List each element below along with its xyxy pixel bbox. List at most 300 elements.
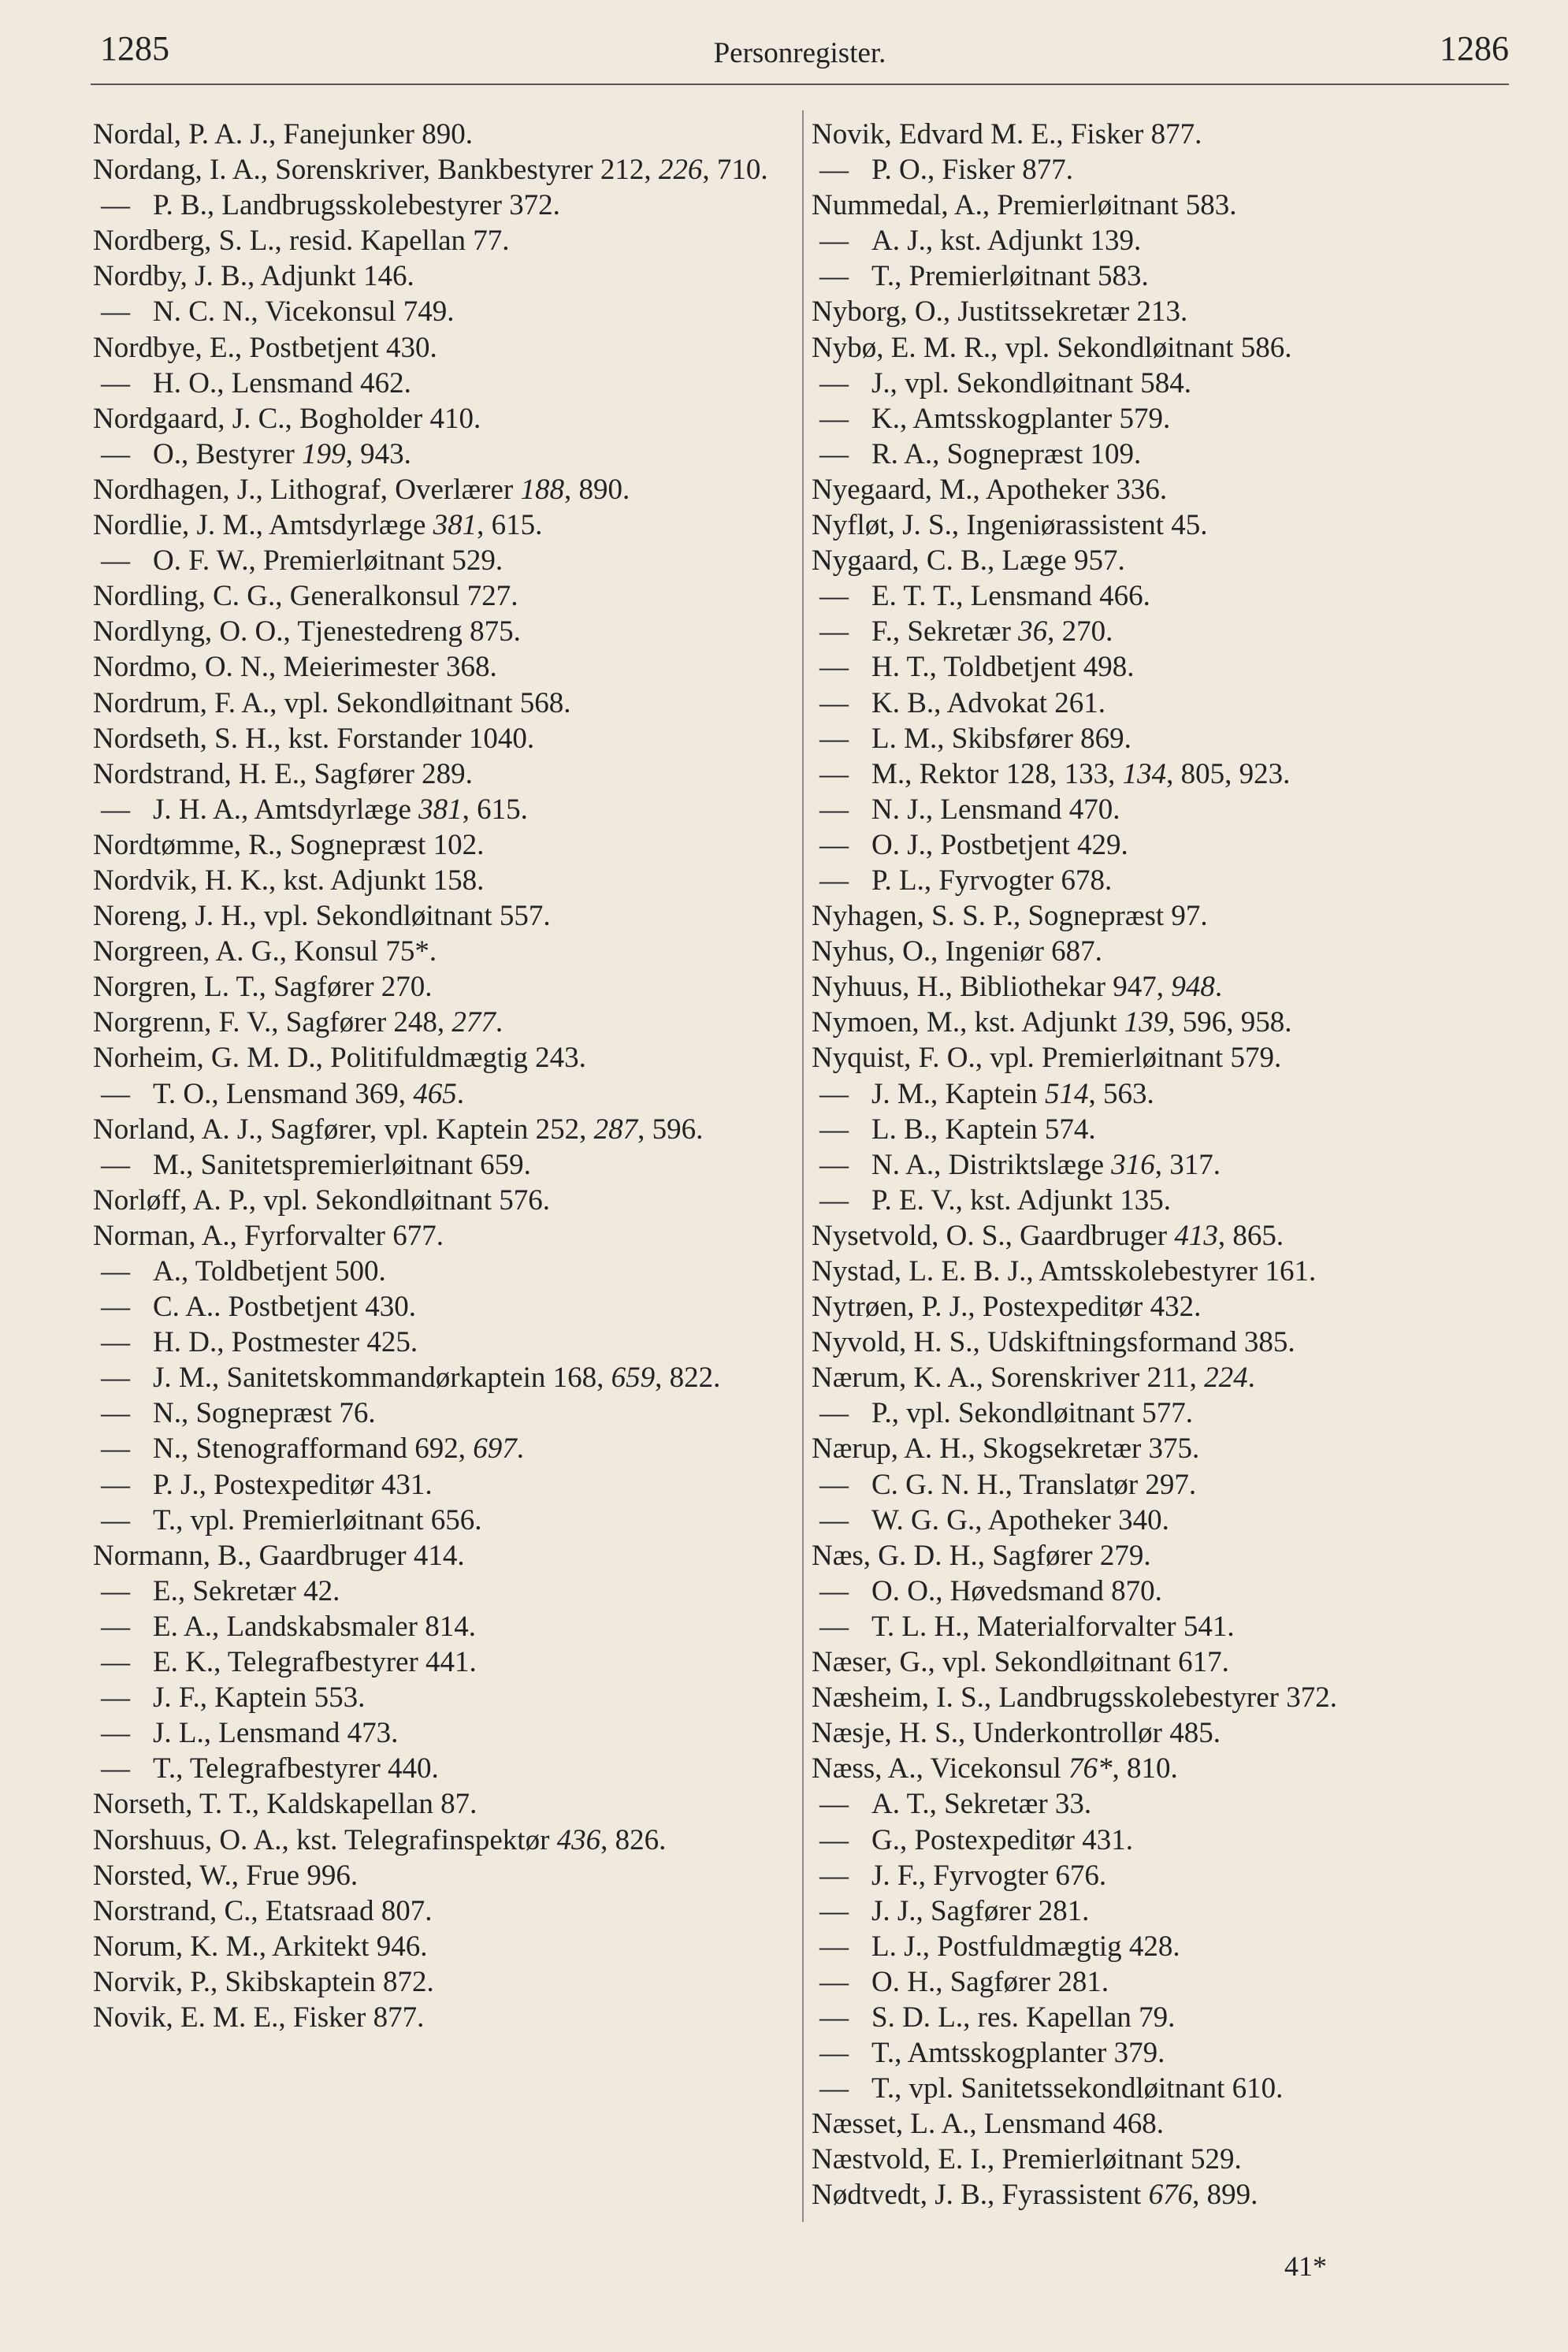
entry-text: Norsted, W., Frue 996. <box>93 1859 359 1892</box>
italic-page-ref: 316 <box>1111 1148 1155 1181</box>
entry-text: Næs, G. D. H., Sagfører 279. <box>812 1539 1151 1572</box>
entry-text: , 890. <box>564 473 630 506</box>
ditto-dash <box>812 649 871 685</box>
italic-page-ref: 659 <box>611 1362 656 1395</box>
register-entry <box>93 1644 786 1680</box>
register-entry <box>93 117 786 152</box>
entry-text: H. D., Postmester 425. <box>153 1326 418 1359</box>
entry-text: Nummedal, A., Premierløitnant 583. <box>812 189 1237 222</box>
entry-text: N., Stenografformand 692, <box>153 1432 474 1466</box>
entry-text: , 710. <box>702 154 768 187</box>
entry-text: , 317. <box>1154 1148 1221 1181</box>
entry-text: Norland, A. J., Sagfører, vpl. Kaptein 252, <box>93 1113 594 1146</box>
entry-text: Nordal, P. A. J., Fanejunker 890. <box>93 118 473 150</box>
entry-text: M., Sanitetspremierløitnant 659. <box>153 1148 531 1181</box>
register-entry <box>93 1467 786 1503</box>
entry-text: F., Sekretær <box>871 615 1019 648</box>
ditto-dash <box>93 1325 153 1360</box>
ditto-dash <box>93 543 153 578</box>
register-entry <box>812 1574 1505 1609</box>
register-entry <box>812 2035 1505 2071</box>
entry-text: J., vpl. Sekondløitnant 584. <box>871 366 1191 399</box>
register-entry <box>93 934 786 969</box>
entry-text: J. F., Fyrvogter 676. <box>871 1859 1107 1892</box>
ditto-dash <box>812 863 871 898</box>
entry-text: Nysetvold, O. S., Gaardbruger <box>812 1219 1175 1252</box>
register-entry <box>812 1858 1505 1893</box>
entry-text: Norseth, T. T., Kaldskapellan 87. <box>93 1788 477 1821</box>
register-entry <box>812 2071 1505 2106</box>
register-entry <box>93 969 786 1005</box>
entry-text: M., Rektor 128, 133, <box>871 757 1123 790</box>
entry-text: Nybø, E. M. R., vpl. Sekondløitnant 586. <box>812 331 1292 364</box>
entry-text: O. J., Postbetjent 429. <box>871 828 1128 861</box>
entry-text: K., Amtsskogplanter 579. <box>871 402 1171 435</box>
register-entry <box>93 1325 786 1360</box>
ditto-dash <box>93 1360 153 1395</box>
entry-text: T., vpl. Premierløitnant 656. <box>153 1503 482 1536</box>
page-number-left: 1285 <box>100 29 169 68</box>
register-entry <box>93 1147 786 1183</box>
entry-text: A. T., Sekretær 33. <box>871 1788 1092 1821</box>
entry-text: Nyquist, F. O., vpl. Premierløitnant 579. <box>812 1042 1282 1075</box>
ditto-dash <box>93 1289 153 1325</box>
register-entry <box>812 898 1505 934</box>
entry-text: O. O., Høvedsmand 870. <box>871 1574 1162 1607</box>
entry-text: O., Bestyrer <box>153 437 303 470</box>
entry-text: , 563. <box>1088 1077 1154 1110</box>
register-entry <box>812 969 1505 1005</box>
entry-text: P. J., Postexpeditør 431. <box>153 1468 433 1501</box>
register-entry <box>93 188 786 223</box>
register-entry <box>812 1289 1505 1325</box>
register-entry <box>93 1609 786 1644</box>
entry-text: L. B., Kaptein 574. <box>871 1113 1096 1146</box>
entry-text: Nystad, L. E. B. J., Amtsskolebestyrer 161. <box>812 1255 1317 1287</box>
entry-text: Nordstrand, H. E., Sagfører 289. <box>93 757 473 790</box>
ditto-dash <box>812 152 871 188</box>
ditto-dash <box>812 1147 871 1183</box>
entry-text: J. L., Lensmand 473. <box>153 1717 399 1750</box>
register-entry <box>812 1609 1505 1644</box>
italic-page-ref: 436 <box>556 1823 601 1856</box>
ditto-dash <box>812 1609 871 1644</box>
register-entry <box>93 792 786 827</box>
entry-text: N. C. N., Vicekonsul 749. <box>153 295 455 329</box>
register-entry <box>812 1715 1505 1751</box>
entry-text: G., Postexpeditør 431. <box>871 1823 1133 1856</box>
entry-text: O. H., Sagfører 281. <box>871 1965 1109 1998</box>
entry-text: , 270. <box>1047 615 1113 648</box>
entry-text: J. M., Kaptein <box>871 1077 1045 1110</box>
ditto-dash <box>812 686 871 721</box>
right-column <box>812 117 1505 2213</box>
ditto-dash <box>93 1644 153 1680</box>
register-entry <box>93 1112 786 1147</box>
register-entry <box>812 366 1505 401</box>
ditto-dash <box>93 188 153 223</box>
entry-text: P. E. V., kst. Adjunkt 135. <box>871 1183 1172 1217</box>
register-entry <box>93 1254 786 1289</box>
entry-text: Nordlyng, O. O., Tjenestedreng 875. <box>93 615 521 648</box>
ditto-dash <box>812 1823 871 1858</box>
entry-text: H. T., Toldbetjent 498. <box>871 651 1135 684</box>
entry-text: Norgreen, A. G., Konsul 75*. <box>93 935 437 968</box>
entry-text: Norman, A., Fyrforvalter 677. <box>93 1219 444 1252</box>
register-entry <box>812 152 1505 188</box>
ditto-dash <box>812 1574 871 1609</box>
entry-text: , 615. <box>462 793 528 826</box>
entry-text: K. B., Advokat 261. <box>871 686 1106 719</box>
entry-text: , 899. <box>1192 2179 1258 2212</box>
entry-text: N. A., Distriktslæge <box>871 1148 1112 1181</box>
ditto-dash <box>812 1112 871 1147</box>
register-entry <box>812 1218 1505 1254</box>
register-entry <box>812 934 1505 969</box>
register-entry <box>93 437 786 472</box>
left-column <box>93 117 786 2035</box>
ditto-dash <box>93 294 153 329</box>
entry-text: . <box>1247 1362 1255 1395</box>
entry-text: L. J., Postfuldmægtig 428. <box>871 1930 1180 1963</box>
register-entry <box>93 1751 786 1786</box>
register-entry <box>812 1680 1505 1715</box>
register-entry <box>812 2106 1505 2142</box>
register-entry <box>812 1823 1505 1858</box>
entry-text: Nordling, C. G., Generalkonsul 727. <box>93 580 518 613</box>
register-entry <box>812 649 1505 685</box>
entry-text: P. L., Fyrvogter 678. <box>871 864 1113 897</box>
register-entry <box>812 472 1505 507</box>
entry-text: , 615. <box>477 509 543 542</box>
entry-text: Nyvold, H. S., Udskiftningsformand 385. <box>812 1326 1295 1359</box>
entry-text: S. D. L., res. Kapellan 79. <box>871 2001 1176 2034</box>
register-entry <box>812 258 1505 294</box>
register-entry <box>812 543 1505 578</box>
entry-text: Norshuus, O. A., kst. Telegrafinspektør <box>93 1823 557 1856</box>
entry-text: Nyhus, O., Ingeniør 687. <box>812 935 1102 968</box>
italic-page-ref: 465 <box>413 1077 457 1110</box>
register-entry <box>812 1786 1505 1822</box>
register-entry <box>93 507 786 543</box>
ditto-dash <box>812 437 871 472</box>
ditto-dash <box>812 258 871 294</box>
entry-text: E. K., Telegrafbestyrer 441. <box>153 1646 477 1679</box>
header-rule <box>91 84 1509 85</box>
entry-text: Næstvold, E. I., Premierløitnant 529. <box>812 2143 1242 2176</box>
register-entry <box>93 649 786 685</box>
register-entry <box>93 1040 786 1076</box>
register-entry <box>812 1112 1505 1147</box>
entry-text: T., Amtsskogplanter 379. <box>871 2037 1165 2070</box>
register-entry <box>812 1076 1505 1112</box>
register-entry <box>93 1431 786 1466</box>
italic-page-ref: 188 <box>520 473 564 506</box>
register-entry <box>93 686 786 721</box>
register-entry <box>812 401 1505 437</box>
italic-page-ref: 676 <box>1148 2179 1193 2212</box>
register-entry <box>812 1538 1505 1574</box>
register-entry <box>93 863 786 898</box>
register-entry <box>812 614 1505 649</box>
entry-text: Næsset, L. A., Lensmand 468. <box>812 2108 1165 2141</box>
italic-page-ref: 224 <box>1204 1362 1248 1395</box>
entry-text: Norvik, P., Skibskaptein 872. <box>93 1965 434 1998</box>
entry-text: Norum, K. M., Arkitekt 946. <box>93 1930 428 1963</box>
italic-page-ref: 134 <box>1122 757 1167 790</box>
ditto-dash <box>93 1147 153 1183</box>
ditto-dash <box>93 1574 153 1609</box>
register-entry <box>93 1786 786 1822</box>
register-entry <box>812 721 1505 756</box>
entry-text: , 596, 958. <box>1168 1006 1292 1039</box>
entry-text: J. J., Sagfører 281. <box>871 1894 1090 1927</box>
ditto-dash <box>812 1503 871 1538</box>
ditto-dash <box>812 223 871 258</box>
register-entry <box>93 1858 786 1893</box>
entry-text: Nordang, I. A., Sorenskriver, Bankbestyrer 212, <box>93 154 659 187</box>
italic-page-ref: 139 <box>1124 1006 1169 1039</box>
entry-text: Næss, A., Vicekonsul <box>812 1752 1069 1785</box>
entry-text: Nyfløt, J. S., Ingeniørassistent 45. <box>812 509 1208 542</box>
entry-text: , 822. <box>655 1362 721 1395</box>
entry-text: Nordvik, H. K., kst. Adjunkt 158. <box>93 864 485 897</box>
entry-text: P., vpl. Sekondløitnant 577. <box>871 1397 1194 1430</box>
italic-page-ref: 226 <box>658 154 703 187</box>
register-entry <box>93 1183 786 1218</box>
column-divider <box>802 110 804 2222</box>
register-entry <box>812 686 1505 721</box>
ditto-dash <box>812 578 871 614</box>
entry-text: J. F., Kaptein 553. <box>153 1681 366 1715</box>
register-entry <box>93 366 786 401</box>
register-entry <box>812 1005 1505 1040</box>
entry-text: Noreng, J. H., vpl. Sekondløitnant 557. <box>93 900 551 933</box>
register-entry <box>93 1005 786 1040</box>
entry-text: A., Toldbetjent 500. <box>153 1255 386 1287</box>
register-entry <box>93 472 786 507</box>
italic-page-ref: 381 <box>418 793 463 826</box>
entry-text: . <box>456 1077 464 1110</box>
ditto-dash <box>93 1467 153 1503</box>
entry-text: W. G. G., Apotheker 340. <box>871 1503 1169 1536</box>
register-entry <box>93 1218 786 1254</box>
register-entry <box>93 614 786 649</box>
entry-text: P. B., Landbrugsskolebestyrer 372. <box>153 189 560 222</box>
entry-text: J. H. A., Amtsdyrlæge <box>153 793 419 826</box>
entry-text: C. G. N. H., Translatør 297. <box>871 1468 1197 1501</box>
ditto-dash <box>812 1893 871 1929</box>
register-entry <box>93 1076 786 1112</box>
register-entry <box>812 578 1505 614</box>
register-entry <box>812 1147 1505 1183</box>
entry-text: , 943. <box>345 437 411 470</box>
ditto-dash <box>812 792 871 827</box>
entry-text: Norgren, L. T., Sagfører 270. <box>93 971 433 1004</box>
entry-text: Nordhagen, J., Lithograf, Overlærer <box>93 473 521 506</box>
ditto-dash <box>93 792 153 827</box>
ditto-dash <box>812 1076 871 1112</box>
ditto-dash <box>812 2000 871 2035</box>
register-entry <box>812 1431 1505 1466</box>
register-entry <box>93 1715 786 1751</box>
entry-text: , 596. <box>637 1113 704 1146</box>
entry-text: E., Sekretær 42. <box>153 1574 340 1607</box>
entry-text: , 826. <box>600 1823 667 1856</box>
entry-text: Nyegaard, M., Apotheker 336. <box>812 473 1168 506</box>
ditto-dash <box>93 1680 153 1715</box>
register-entry <box>812 792 1505 827</box>
entry-text: Næsje, H. S., Underkontrollør 485. <box>812 1717 1221 1750</box>
entry-text: Nordby, J. B., Adjunkt 146. <box>93 260 414 293</box>
entry-text: , 805, 923. <box>1166 757 1291 790</box>
ditto-dash <box>812 401 871 437</box>
entry-text: Nyhuus, H., Bibliothekar 947, <box>812 971 1172 1004</box>
register-entry <box>93 223 786 258</box>
ditto-dash <box>812 721 871 756</box>
entry-text: Norheim, G. M. D., Politifuldmægtig 243. <box>93 1042 586 1075</box>
entry-text: T., Telegrafbestyrer 440. <box>153 1752 439 1785</box>
entry-text: Normann, B., Gaardbruger 414. <box>93 1539 465 1572</box>
italic-page-ref: 697 <box>473 1432 517 1466</box>
entry-text: R. A., Sognepræst 109. <box>871 437 1142 470</box>
register-entry <box>812 330 1505 366</box>
register-entry <box>93 1893 786 1929</box>
entry-text: Næsheim, I. S., Landbrugsskolebestyrer 372. <box>812 1681 1337 1715</box>
register-entry <box>812 1040 1505 1076</box>
entry-text: . <box>516 1432 524 1466</box>
register-entry <box>812 2142 1505 2177</box>
ditto-dash <box>93 366 153 401</box>
entry-text: Nordberg, S. L., resid. Kapellan 77. <box>93 225 510 258</box>
ditto-dash <box>93 1395 153 1431</box>
register-entry <box>93 1964 786 2000</box>
entry-text: , 865. <box>1217 1219 1284 1252</box>
register-entry <box>93 294 786 329</box>
ditto-dash <box>93 1503 153 1538</box>
entry-text: Nymoen, M., kst. Adjunkt <box>812 1006 1124 1039</box>
register-entry <box>812 2000 1505 2035</box>
register-entry <box>93 578 786 614</box>
register-entry <box>812 294 1505 329</box>
entry-text: E. A., Landskabsmaler 814. <box>153 1610 476 1643</box>
entry-text: H. O., Lensmand 462. <box>153 366 411 399</box>
entry-text: Nytrøen, P. J., Postexpeditør 432. <box>812 1291 1202 1324</box>
entry-text: . <box>1214 971 1223 1004</box>
ditto-dash <box>812 1929 871 1964</box>
ditto-dash <box>93 1254 153 1289</box>
italic-page-ref: 381 <box>433 509 477 542</box>
entry-text: Nordtømme, R., Sognepræst 102. <box>93 828 485 861</box>
ditto-dash <box>812 1183 871 1218</box>
register-entry <box>93 1395 786 1431</box>
page-number-right: 1286 <box>1440 29 1509 68</box>
register-entry <box>93 401 786 437</box>
ditto-dash <box>812 1964 871 2000</box>
register-entry <box>812 1893 1505 1929</box>
ditto-dash <box>812 1395 871 1431</box>
entry-text: Nygaard, C. B., Læge 957. <box>812 544 1125 578</box>
running-title: Personregister. <box>713 37 886 69</box>
entry-text: Nyhagen, S. S. P., Sognepræst 97. <box>812 900 1208 933</box>
register-entry <box>812 117 1505 152</box>
register-entry <box>812 2177 1505 2213</box>
italic-page-ref: 36 <box>1018 615 1048 648</box>
italic-page-ref: 199 <box>302 437 346 470</box>
register-entry <box>93 543 786 578</box>
register-entry <box>93 1503 786 1538</box>
entry-text: Nordseth, S. H., kst. Forstander 1040. <box>93 722 535 755</box>
register-entry <box>812 827 1505 863</box>
ditto-dash <box>812 1467 871 1503</box>
ditto-dash <box>93 1431 153 1466</box>
entry-text: Norstrand, C., Etatsraad 807. <box>93 1894 433 1927</box>
entry-text: . <box>495 1006 503 1039</box>
register-entry <box>93 1574 786 1609</box>
entry-text: Nyborg, O., Justitssekretær 213. <box>812 295 1188 329</box>
ditto-dash <box>812 366 871 401</box>
register-entry <box>812 507 1505 543</box>
entry-text: Norløff, A. P., vpl. Sekondløitnant 576. <box>93 1183 551 1217</box>
register-entry <box>812 188 1505 223</box>
register-entry <box>93 1929 786 1964</box>
ditto-dash <box>93 1609 153 1644</box>
italic-page-ref: 76* <box>1068 1752 1113 1785</box>
entry-text: C. A.. Postbetjent 430. <box>153 1291 417 1324</box>
register-entry <box>93 1289 786 1325</box>
entry-text: Nordmo, O. N., Meierimester 368. <box>93 651 497 684</box>
register-entry <box>93 2000 786 2035</box>
register-entry <box>812 1360 1505 1395</box>
ditto-dash <box>812 756 871 792</box>
ditto-dash <box>812 1858 871 1893</box>
italic-page-ref: 287 <box>593 1113 638 1146</box>
register-entry <box>93 1823 786 1858</box>
entry-text: Novik, E. M. E., Fisker 877. <box>93 2001 425 2034</box>
ditto-dash <box>812 2071 871 2106</box>
ditto-dash <box>93 437 153 472</box>
register-entry <box>812 756 1505 792</box>
entry-text: N., Sognepræst 76. <box>153 1397 376 1430</box>
ditto-dash <box>93 1751 153 1786</box>
entry-text: O. F. W., Premierløitnant 529. <box>153 544 503 578</box>
register-entry <box>812 1395 1505 1431</box>
register-entry <box>93 330 786 366</box>
ditto-dash <box>812 2035 871 2071</box>
register-entry <box>812 1964 1505 2000</box>
register-entry <box>812 1751 1505 1786</box>
entry-text: Novik, Edvard M. E., Fisker 877. <box>812 118 1202 150</box>
entry-text: T., vpl. Sanitetssekondløitnant 610. <box>871 2072 1284 2105</box>
ditto-dash <box>812 1786 871 1822</box>
entry-text: Nærum, K. A., Sorenskriver 211, <box>812 1362 1205 1395</box>
entry-text: J. M., Sanitetskommandørkaptein 168, <box>153 1362 611 1395</box>
ditto-dash <box>93 1076 153 1112</box>
entry-text: Nordrum, F. A., vpl. Sekondløitnant 568. <box>93 686 571 719</box>
italic-page-ref: 413 <box>1174 1219 1218 1252</box>
entry-text: E. T. T., Lensmand 466. <box>871 580 1150 613</box>
entry-text: Næser, G., vpl. Sekondløitnant 617. <box>812 1646 1229 1679</box>
register-entry <box>812 1929 1505 1964</box>
entry-text: A. J., kst. Adjunkt 139. <box>871 225 1142 258</box>
register-entry <box>93 1360 786 1395</box>
entry-text: Nordgaard, J. C., Bogholder 410. <box>93 402 481 435</box>
register-entry <box>812 1325 1505 1360</box>
register-entry <box>93 1680 786 1715</box>
entry-text: , 810. <box>1112 1752 1178 1785</box>
entry-text: T. O., Lensmand 369, <box>153 1077 414 1110</box>
entry-text: Norgrenn, F. V., Sagfører 248, <box>93 1006 452 1039</box>
